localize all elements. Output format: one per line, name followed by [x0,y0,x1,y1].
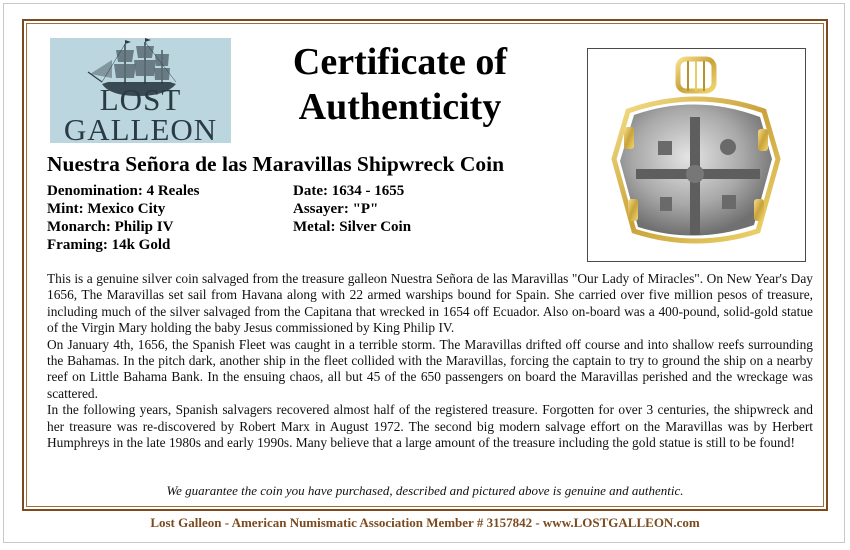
coin-name-heading: Nuestra Señora de las Maravillas Shipwreck Coin [47,152,505,176]
logo-text-lost: LOST [99,82,182,117]
spec-denomination: Denomination: 4 Reales [47,183,200,199]
guarantee-statement: We guarantee the coin you have purchased, described and pictured above is genuine and authentic. [166,483,684,498]
logo-text-galleon: GALLEON [63,112,218,143]
coin-photo [587,48,806,262]
spec-date: Date: 1634 - 1655 [293,183,405,199]
spec-metal: Metal: Silver Coin [293,219,412,235]
history-paragraph: This is a genuine silver coin salvaged from the treasure galleon Nuestra Señora de las Maravillas "Our Lady of Miracles". On New Year's Day 1656, The Maravillas set sail from Havana along with 22 armed warships bound for Spain. She carried over five million pesos of treasure, including much of the silver salvaged from the Capitana that wrecked in 1654 off Ecuador. Also on-board was a 400-pound, solid-gold statue of the Virgin Mary holding the baby Jesus commissioned by King Philip IV. [47,271,813,336]
spec-monarch: Monarch: Philip IV [47,219,174,235]
history-paragraph: In the following years, Spanish salvagers recovered almost half of the registered treasure. Forgotten for over 3 centuries, the shipwreck and her treasure was re-discovered by Robert Marx in August 1972. The second big modern salvage effort on the Maravillas was by Herbert Humphreys in the late 1980s and early 1990s. Many believe that a large amount of the treasure including the gold statue is still to be found! [47,402,813,451]
spec-mint: Mint: Mexico City [47,201,166,217]
spec-framing: Framing: 14k Gold [47,237,171,253]
lost-galleon-logo [50,38,231,143]
certificate-title [250,40,550,130]
title-line-1: Certificate of [292,41,508,83]
spec-assayer: Assayer: "P" [293,201,379,217]
coin-pendant-icon [588,49,805,261]
history-paragraph: On January 4th, 1656, the Spanish Fleet was caught in a terrible storm. The Maravillas drifted off course and into shallow reefs surrounding the Bahamas. In the pitch dark, another ship in the fleet collided with the Maravillas, forcing the captain to try to ground the ship on a nearby reef on Little Bahama Bank. In the ensuing chaos, all but 45 of the 650 passengers on board the Maravillas perished and the wreckage was scattered. [47,336,813,401]
footer-contact: Lost Galleon - American Numismatic Association Member # 3157842 - www.LOSTGALLEON.com [150,515,700,530]
title-line-2: Authenticity [298,86,502,128]
history-text [47,271,813,451]
